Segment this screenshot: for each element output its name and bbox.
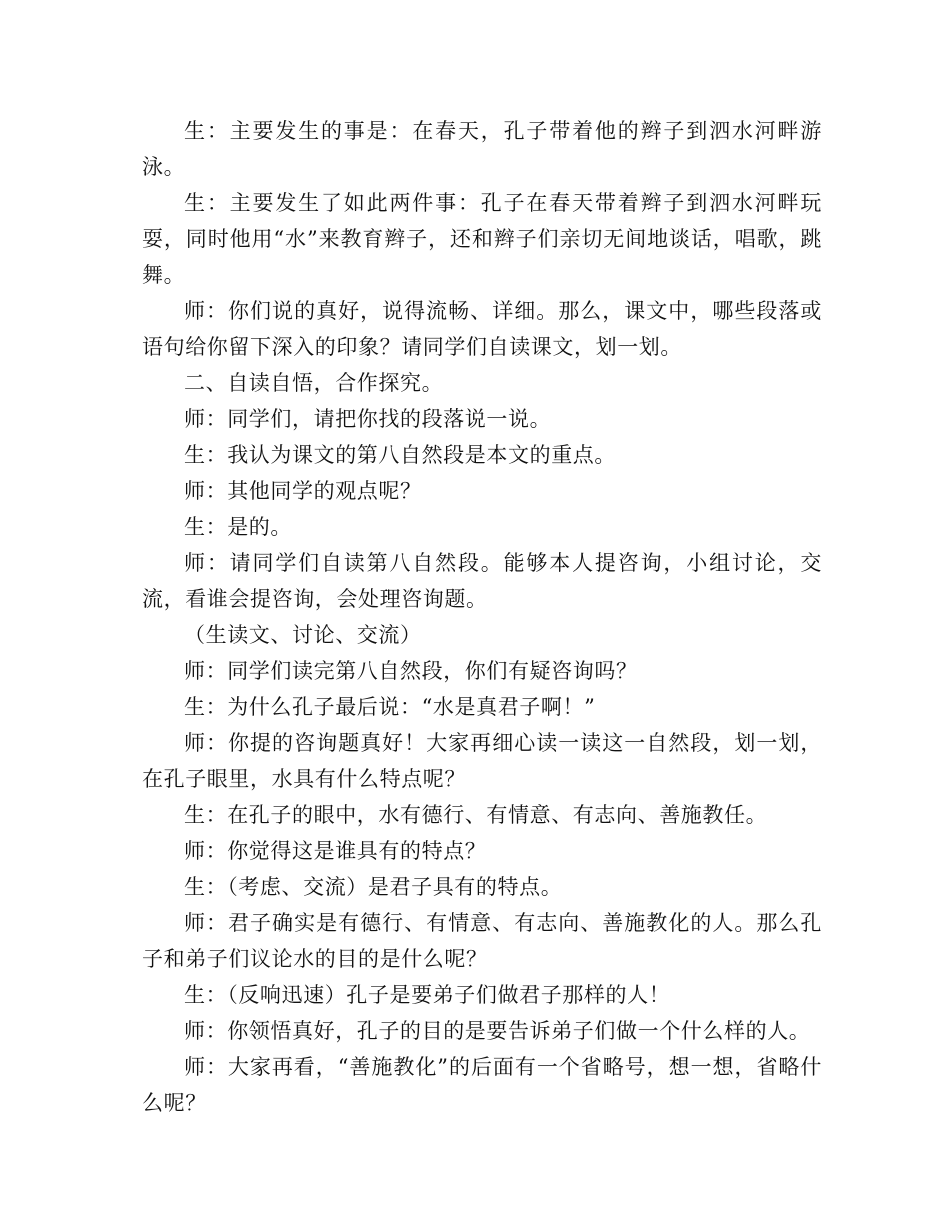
paragraph-6: 生：我认为课文的第八自然段是本文的重点。 [184,443,616,467]
stage-direction: （生读文、讨论、交流） [184,623,422,647]
paragraph-19: 师：你领悟真好，孔子的目的是要告诉弟子们做一个什么样的人。 [184,1019,811,1043]
paragraph-13: 师：你提的咨询题真好！大家再细心读一读这一自然段，划一划，在孔子眼里，水具有什么特点呢？ [142,731,822,791]
paragraph-8: 生：是的。 [184,515,292,539]
paragraph-14: 生：在孔子的眼中，水有德行、有情意、有志向、善施教任。 [184,803,768,827]
paragraph-2: 生：主要发生了如此两件事：孔子在春天带着辫子到泗水河畔玩耍，同时他用“水”来教育辫子，还和辫子们亲切无间地谈话，唱歌，跳舞。 [142,191,822,287]
paragraph-5: 师：同学们，请把你找的段落说一说。 [184,407,552,431]
paragraph-15: 师：你觉得这是谁具有的特点？ [184,839,487,863]
paragraph-3: 师：你们说的真好，说得流畅、详细。那么，课文中，哪些段落或语句给你留下深入的印象？请同学们自读课文，划一划。 [142,299,822,359]
section-heading: 二、自读自悟，合作探究。 [184,371,444,395]
paragraph-1: 生：主要发生的事是：在春天，孔子带着他的辫子到泗水河畔游泳。 [142,119,822,179]
paragraph-16: 生：（考虑、交流）是君子具有的特点。 [184,875,563,899]
paragraph-7: 师：其他同学的观点呢？ [184,479,422,503]
paragraph-11: 师：同学们读完第八自然段，你们有疑咨询吗？ [184,659,638,683]
document-body [142,113,822,1121]
paragraph-12: 生：为什么孔子最后说：“水是真君子啊！” [184,695,596,719]
paragraph-9: 师：请同学们自读第八自然段。能够本人提咨询，小组讨论，交流，看谁会提咨询，会处理咨询题。 [142,551,822,611]
paragraph-18: 生：（反响迅速）孔子是要弟子们做君子那样的人！ [184,983,671,1007]
paragraph-20: 师：大家再看，“善施教化”的后面有一个省略号，想一想，省略什么呢？ [142,1055,822,1115]
paragraph-17: 师：君子确实是有德行、有情意、有志向、善施教化的人。那么孔子和弟子们议论水的目的是什么呢？ [142,911,822,971]
